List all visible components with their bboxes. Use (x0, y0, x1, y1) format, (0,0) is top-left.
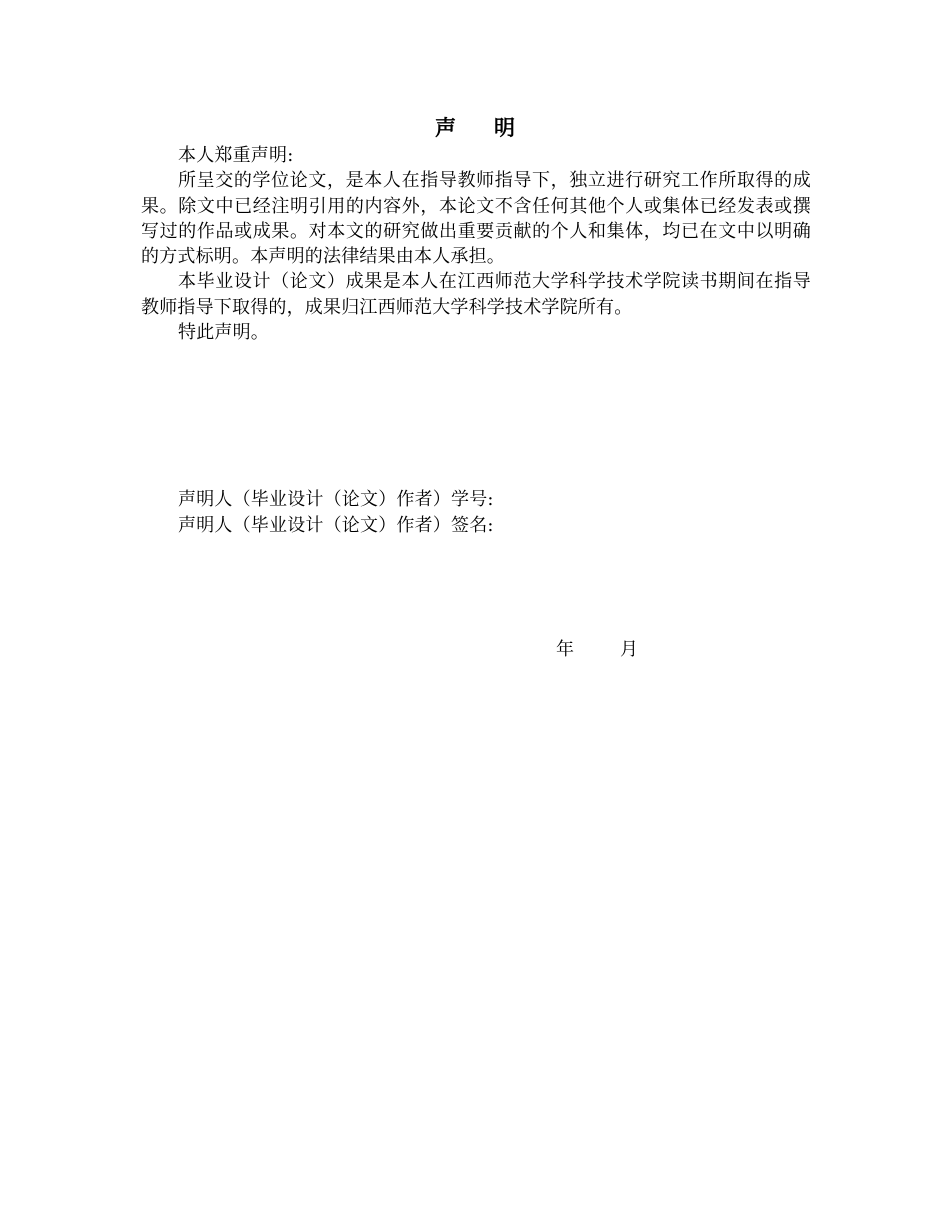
month-label: 月 (620, 639, 638, 660)
paragraph-closing: 特此声明。 (178, 322, 269, 344)
page-title: 声明 (435, 116, 553, 140)
paragraph-originality: 所呈交的学位论文，是本人在指导教师指导下，独立进行研究工作所取得的成果。除文中已经注明引用的内容外，本论文不含任何其他个人或集体已经发表或撰写过的作品或成果。对本文的研究做出重要贡献的个人和集体，均已在文中以明确的方式标明。本声明的法律结果由本人承担。 (141, 170, 811, 268)
declaration-body (141, 143, 811, 345)
date-line (556, 637, 638, 663)
student-id-label: 声明人（毕业设计（论文）作者）学号: (178, 489, 494, 510)
signature-label: 声明人（毕业设计（论文）作者）签名: (178, 515, 494, 536)
paragraph-ownership: 本毕业设计（论文）成果是本人在江西师范大学科学技术学院读书期间在指导教师指导下取得的，成果归江西师范大学科学技术学院所有。 (141, 271, 811, 318)
paragraph-intro: 本人郑重声明: (178, 145, 294, 166)
year-label: 年 (556, 639, 574, 660)
signature-block (178, 487, 494, 539)
